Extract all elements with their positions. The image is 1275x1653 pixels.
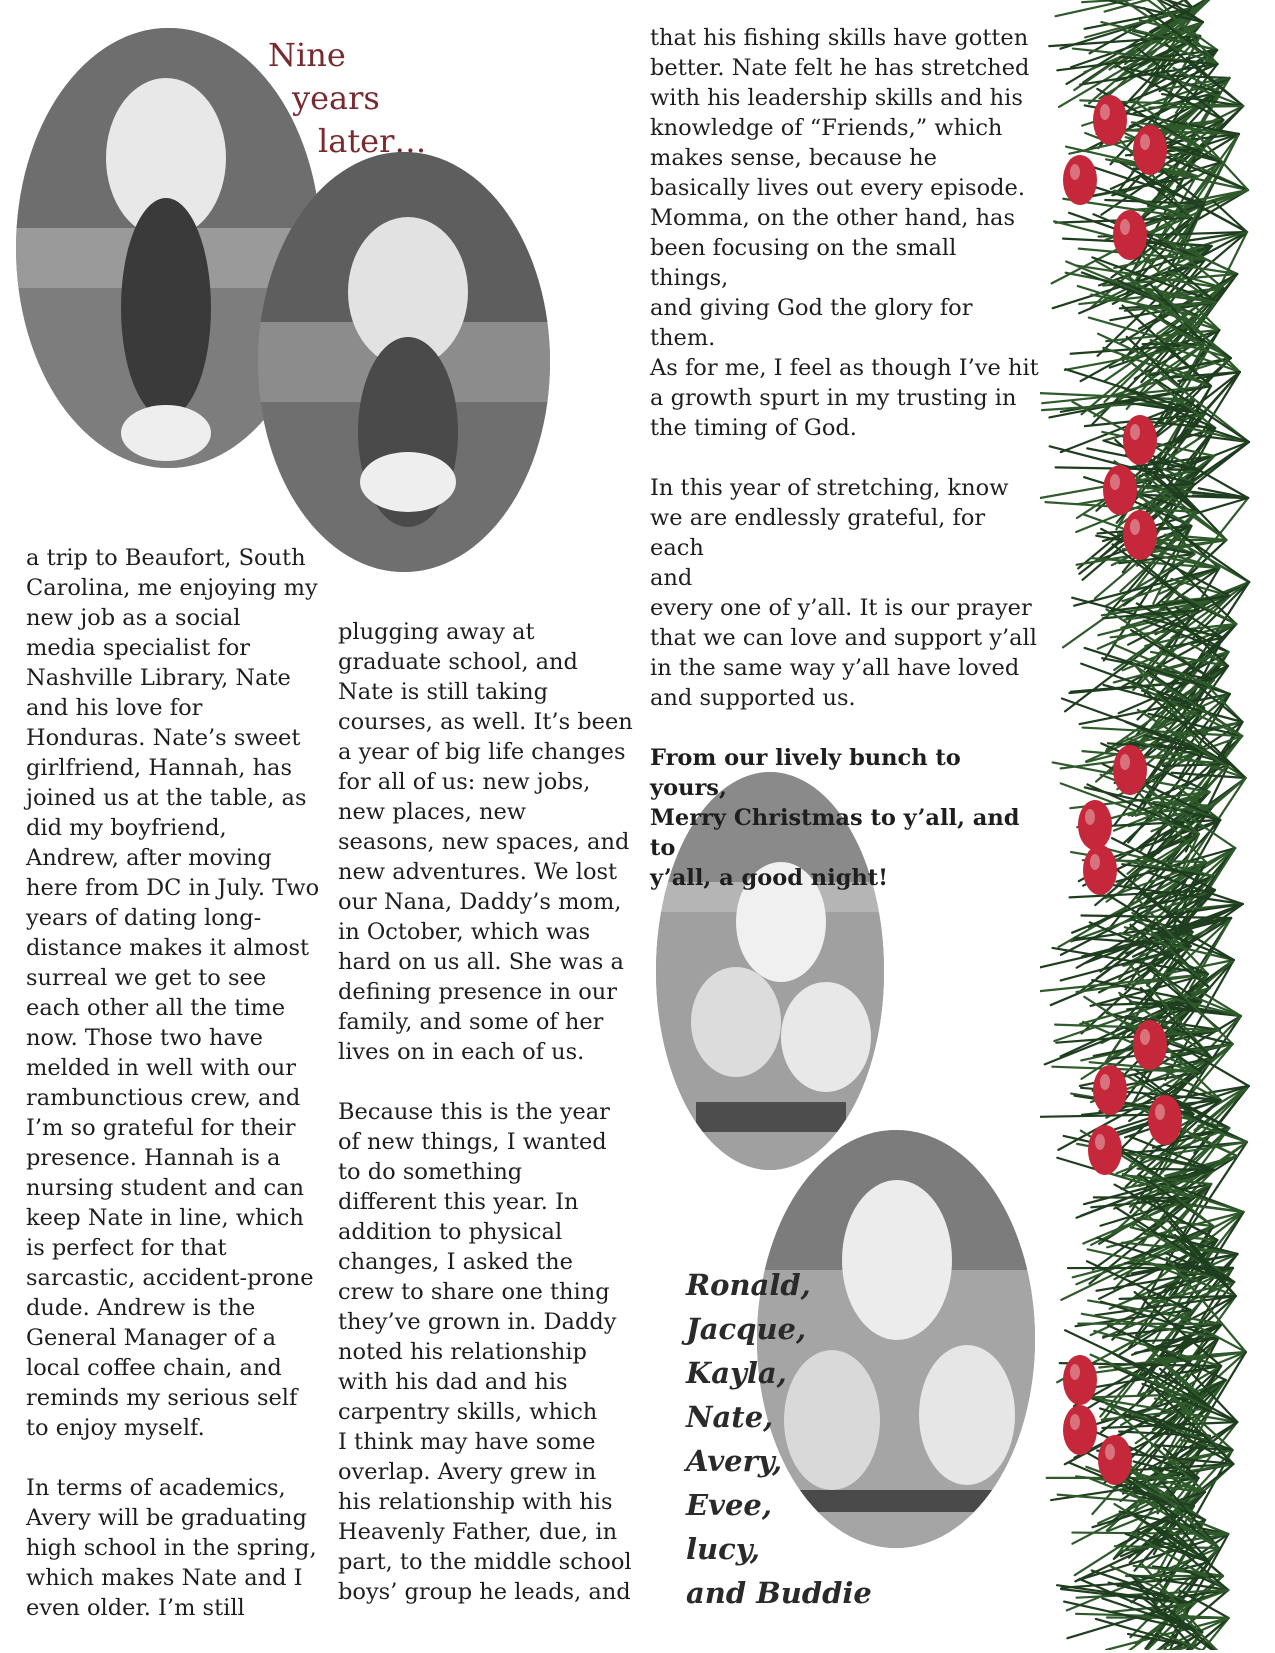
signature-names: [686, 1263, 872, 1615]
signature-name: Avery,: [686, 1439, 872, 1483]
signature-name: Kayla,: [686, 1351, 872, 1395]
berry: [1098, 1435, 1132, 1485]
berry: [1093, 95, 1127, 145]
signature-name: lucy,: [686, 1527, 872, 1571]
berry: [1088, 1125, 1122, 1175]
paragraph: Because this is the year of new things, I wanted to do something different this year. In addition to physical changes, I asked the crew to share one thing they’ve grown in. Daddy noted his relationship with his dad and his carpentry skills, which I think may have some overlap. Avery grew in his relationship with his Heavenly Father, due, in part, to the middle school boys’ group he leads, and: [338, 1097, 638, 1607]
berry: [1133, 1020, 1167, 1070]
berry: [1103, 465, 1137, 515]
berry: [1078, 800, 1112, 850]
berry-highlight: [1100, 1074, 1110, 1090]
paragraph: In this year of stretching, know we are endlessly grateful, for each and every one of y’all. It is our prayer that we can love and support y’all in the same way y’all have loved and supported us.: [650, 473, 1040, 713]
family-photo-now: [258, 152, 550, 572]
berry: [1113, 210, 1147, 260]
caption-line: later…: [268, 120, 426, 163]
photo-caption: [268, 34, 426, 163]
paragraph: a trip to Beaufort, South Carolina, me enjoying my new job as a social media specialist for Nashville Library, Nate and his love for Honduras. Nate’s sweet girlfriend, Hannah, has joined us at the table, as did my boyfriend, Andrew, after moving here from DC in July. Two years of dating long- distance makes it almost surreal we get to see each other all the time now. Those two have melded in well with our rambunctious crew, and I’m so grateful for their presence. Hannah is a nursing student and can keep Nate in line, which is perfect for that sarcastic, accident-prone dude. Andrew is the General Manager of a local coffee chain, and reminds my serious self to enjoy myself.: [26, 543, 326, 1443]
paragraph: that his fishing skills have gotten better. Nate felt he has stretched with his leadership skills and his knowledge of “Friends,” which makes sense, because he basically lives out every episode. Momma, on the other hand, has been focusing on the small things, and giving God the glory for them. As for me, I feel as though I’ve hit a growth spurt in my trusting in the timing of God.: [650, 23, 1040, 443]
berry-highlight: [1120, 219, 1130, 235]
letter-column-2: [338, 617, 638, 1637]
berry-highlight: [1140, 1029, 1150, 1045]
berry-highlight: [1110, 474, 1120, 490]
berry: [1063, 155, 1097, 205]
paragraph: In terms of academics, Avery will be graduating high school in the spring, which makes Nate and I even older. I’m still: [26, 1473, 326, 1623]
berry-highlight: [1070, 1414, 1080, 1430]
letter-column-3: [650, 23, 1040, 923]
berry-highlight: [1105, 1444, 1115, 1460]
caption-line: years: [268, 77, 426, 120]
berry-highlight: [1095, 1134, 1105, 1150]
signature-name: and Buddie: [686, 1571, 872, 1615]
paragraph: plugging away at graduate school, and Nate is still taking courses, as well. It’s been a year of big life changes for all of us: new jobs, new places, new seasons, new spaces, and new adventures. We lost our Nana, Daddy’s mom, in October, which was hard on us all. She was a defining presence in our family, and some of her lives on in each of us.: [338, 617, 638, 1067]
berry: [1148, 1095, 1182, 1145]
pine-garland-decoration: [1040, 0, 1275, 1650]
letter-column-1: [26, 543, 326, 1653]
berry: [1113, 745, 1147, 795]
berry: [1133, 125, 1167, 175]
berry: [1093, 1065, 1127, 1115]
berry-highlight: [1085, 809, 1095, 825]
signature-name: Jacque,: [686, 1307, 872, 1351]
signature-name: Evee,: [686, 1483, 872, 1527]
berry-highlight: [1070, 164, 1080, 180]
signature-name: Nate,: [686, 1395, 872, 1439]
berry-highlight: [1090, 854, 1100, 870]
berry: [1063, 1405, 1097, 1455]
berry-highlight: [1155, 1104, 1165, 1120]
berry-highlight: [1130, 424, 1140, 440]
berry: [1123, 510, 1157, 560]
berry-highlight: [1100, 104, 1110, 120]
berry-highlight: [1130, 519, 1140, 535]
caption-line: Nine: [268, 34, 426, 77]
closing-greeting: From our lively bunch to yours, Merry Christmas to y’all, and to y’all, a good night!: [650, 743, 1040, 893]
signature-name: Ronald,: [686, 1263, 872, 1307]
berry-highlight: [1070, 1364, 1080, 1380]
berry: [1123, 415, 1157, 465]
berry: [1063, 1355, 1097, 1405]
berry-highlight: [1140, 134, 1150, 150]
berry-highlight: [1120, 754, 1130, 770]
berry: [1083, 845, 1117, 895]
